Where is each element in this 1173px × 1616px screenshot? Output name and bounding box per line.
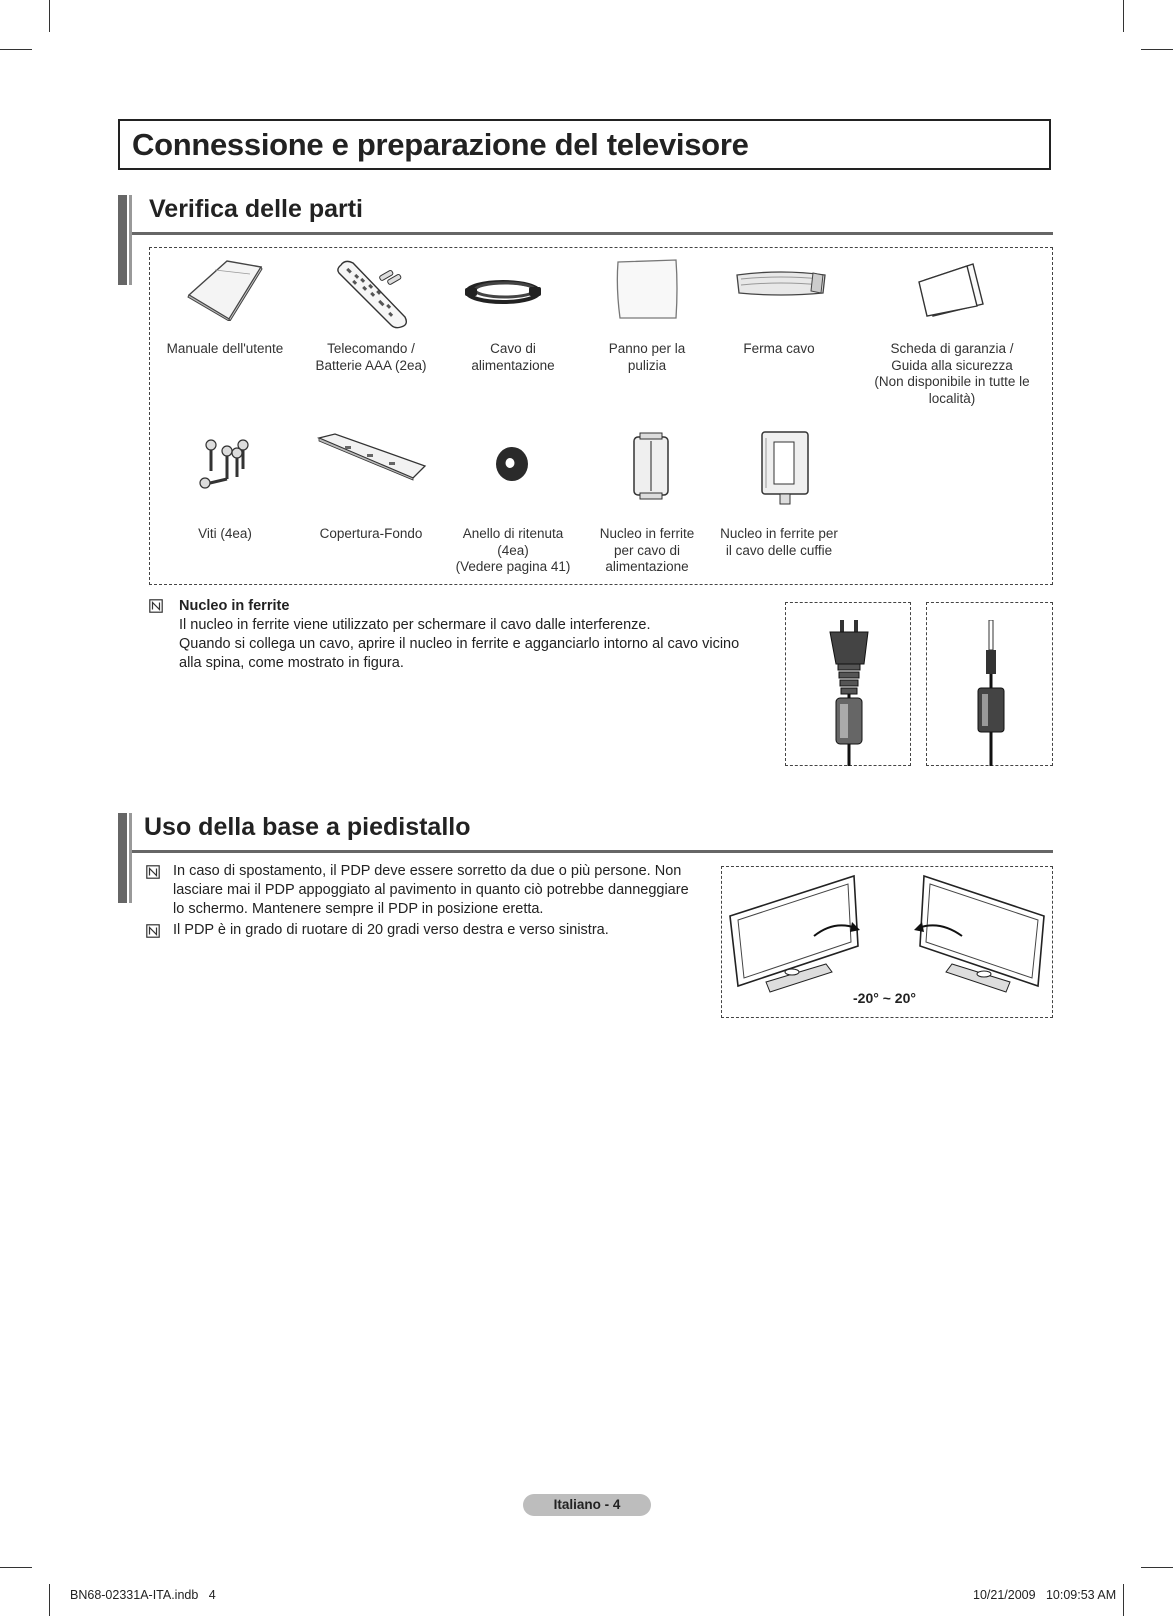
ferrite-core-headphone-icon xyxy=(758,428,812,506)
crop-mark xyxy=(49,1584,50,1616)
power-cord-icon xyxy=(463,276,545,308)
part-caption: Cavo di alimentazione xyxy=(471,341,555,373)
footer-timestamp: 10/21/2009 10:09:53 AM xyxy=(973,1588,1117,1602)
part-caption: Telecomando / Batterie AAA (2ea) xyxy=(315,341,427,373)
cleaning-cloth-icon xyxy=(612,258,682,320)
part-caption: Anello di ritenuta (4ea) (Vedere pagina 41) xyxy=(455,526,571,574)
note-text: In caso di spostamento, il PDP deve essere sorretto da due o più persone. Non xyxy=(173,863,682,879)
note-text: lo schermo. Mantenere sempre il PDP in posizione eretta. xyxy=(173,901,544,917)
part-caption: Viti (4ea) xyxy=(198,526,252,541)
note-text: lasciare mai il PDP appoggiato al pavimento in quanto ciò potrebbe danneggiare xyxy=(173,882,689,898)
note-text: Quando si collega un cavo, aprire il nucleo in ferrite e agganciarlo intorno al cavo vicino xyxy=(179,636,740,652)
bottom-cover-icon xyxy=(315,432,427,482)
note-text: alla spina, come mostrato in figura. xyxy=(179,655,404,671)
crop-mark xyxy=(0,1567,32,1568)
part-caption: Nucleo in ferrite per il cavo delle cuffie xyxy=(720,526,838,558)
note-text: Il PDP è in grado di ruotare di 20 gradi verso destra e verso sinistra. xyxy=(173,922,609,938)
page-number-badge: Italiano - 4 xyxy=(523,1494,651,1516)
ferrite-on-headphone-cable-icon xyxy=(966,620,1016,766)
screws-icon xyxy=(197,437,259,493)
part-caption: Nucleo in ferrite per cavo di alimentazione xyxy=(599,526,695,574)
page-title-box xyxy=(118,119,1051,170)
section-title: Uso della base a piedistallo xyxy=(144,813,471,841)
holder-ring-icon xyxy=(494,446,530,482)
rotation-label: -20° ~ 20° xyxy=(853,990,916,1006)
warranty-card-icon xyxy=(917,262,985,318)
crop-mark xyxy=(49,0,50,32)
note-icon xyxy=(146,924,160,938)
note-heading: Nucleo in ferrite xyxy=(179,598,290,614)
note-text: Il nucleo in ferrite viene utilizzato per schermare il cavo dalle interferenze. xyxy=(179,617,651,633)
manual-icon xyxy=(185,259,265,321)
crop-mark xyxy=(1123,1584,1124,1616)
ferrite-on-power-cord-icon xyxy=(820,620,880,766)
part-caption: Scheda di garanzia / Guida alla sicurezza (Non disponibile in tutte le località) xyxy=(874,341,1030,406)
cable-holder-icon xyxy=(735,271,827,297)
crop-mark xyxy=(1141,49,1173,50)
crop-mark xyxy=(1141,1567,1173,1568)
footer-file-info: BN68-02331A-ITA.indb 4 xyxy=(70,1588,216,1602)
page-title: Connessione e preparazione del televisore xyxy=(132,127,749,162)
part-caption: Ferma cavo xyxy=(743,341,815,356)
part-caption: Panno per la pulizia xyxy=(608,341,686,373)
note-icon xyxy=(146,865,160,879)
tv-rotation-icon xyxy=(726,870,1048,998)
note-icon xyxy=(149,599,163,613)
ferrite-core-power-icon xyxy=(630,431,674,501)
crop-mark xyxy=(0,49,32,50)
part-caption: Manuale dell'utente xyxy=(166,341,284,356)
crop-mark xyxy=(1123,0,1124,32)
part-caption: Copertura-Fondo xyxy=(319,526,423,541)
section-title: Verifica delle parti xyxy=(149,195,363,223)
remote-control-icon xyxy=(333,259,413,331)
